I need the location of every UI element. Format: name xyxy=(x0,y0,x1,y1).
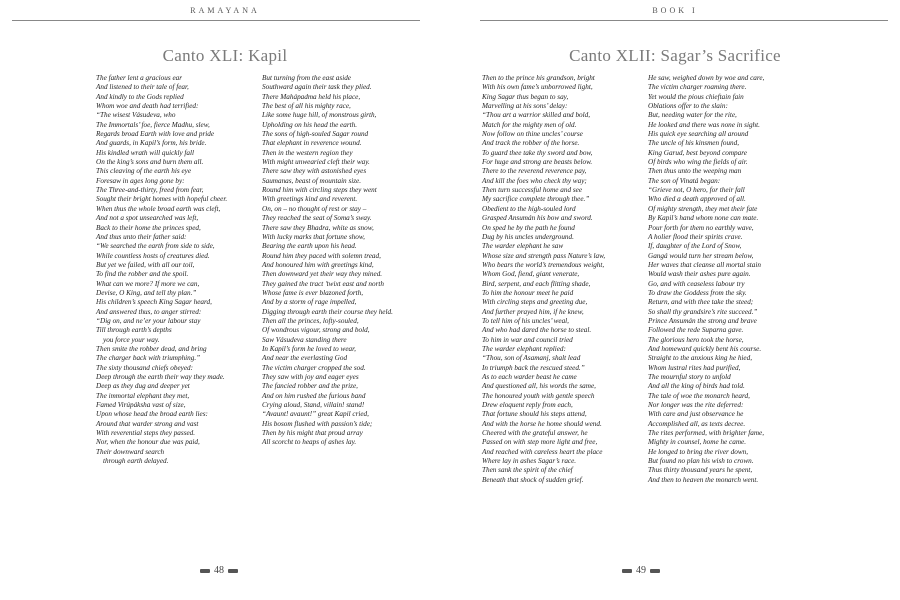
verse-line: “Avaunt! avaunt!” great Kapil cried, xyxy=(262,410,369,419)
verse-line: In triumph back the rescued steed.” xyxy=(482,363,585,372)
verse-line: With care and just observance he xyxy=(648,410,744,419)
ornament-icon xyxy=(622,569,632,573)
verse-line: There saw they with astonished eyes xyxy=(262,167,367,176)
verse-line: This cleaving of the earth his eye xyxy=(96,167,192,176)
verse-line: The sons of high-souled Sagar round xyxy=(262,130,369,139)
verse-line: And by a storm of rage impelled, xyxy=(262,298,357,307)
verse-line: Deep as they dug and deeper yet xyxy=(96,382,190,391)
verse-line: On sped he by the path he found xyxy=(482,223,575,232)
canto-title-right: Canto XLII: Sagar’s Sacrifice xyxy=(569,46,781,65)
right-column-2 xyxy=(648,74,818,485)
verse-line: Till through earth’s depths xyxy=(96,326,172,335)
verse-line: Of mighty strength, they met their fate xyxy=(648,204,758,213)
verse-line: “The wisest Vásudeva, who xyxy=(96,111,176,120)
verse-line: The warder elephant he saw xyxy=(482,242,564,251)
verse-line: Then sank the spirit of the chief xyxy=(482,466,573,475)
left-column-1 xyxy=(96,74,266,466)
verse-line: But turning from the east aside xyxy=(262,74,351,82)
verse-line: The son of Vinatá began: xyxy=(648,176,721,185)
ornament-icon xyxy=(228,569,238,573)
verse-line: And reached with careless heart the place xyxy=(482,447,603,456)
verse-line: Gangá would turn her stream below, xyxy=(648,251,754,260)
verse-line: With greetings kind and reverent. xyxy=(262,195,358,204)
verse-line: But, needing water for the rite, xyxy=(648,111,737,120)
verse-line: And then to heaven the monarch went. xyxy=(648,475,759,484)
verse-line: Match for the mighty men of old. xyxy=(482,120,577,129)
verse-line: For huge and strong are beasts below. xyxy=(482,158,593,167)
verse-line: The charger back with triumphing.” xyxy=(96,354,201,363)
verse-line: Drew eloquent reply from each, xyxy=(482,401,573,410)
verse-line: Whose size and strength pass Nature’s law, xyxy=(482,251,606,260)
verse-line: That elephant in reverence wound. xyxy=(262,139,362,148)
verse-line: And near the everlasting God xyxy=(262,354,348,363)
right-page xyxy=(450,0,900,600)
verse-line: To find the robber and the spoil. xyxy=(96,270,189,279)
verse-line: The sixty thousand chiefs obeyed: xyxy=(96,363,194,372)
verse-line: Nor, when the honour due was paid, xyxy=(96,438,200,447)
verse-line: To draw the Goddess from the sky. xyxy=(648,288,747,297)
verse-line: Round him they paced with solemn tread, xyxy=(262,251,381,260)
verse-line: King Sagar thus began to say, xyxy=(482,92,569,101)
verse-line: But yet we failed, with all our toil, xyxy=(96,260,195,269)
canto-title-left: Canto XLI: Kapil xyxy=(162,46,288,65)
verse-line: Grasped Ansumán his bow and sword. xyxy=(482,214,593,223)
verse-line: What can we more? If more we can, xyxy=(96,279,200,288)
verse-line: Then by his might that proud array xyxy=(262,429,363,438)
verse-line: Saw Vásudeva standing there xyxy=(262,335,347,344)
verse-line: Nor longer was the rite deferred: xyxy=(648,401,744,410)
verse-line: That fortune should his steps attend, xyxy=(482,410,587,419)
verse-line: Regards broad Earth with love and pride xyxy=(96,130,215,139)
verse-line: So shall thy grandsire’s rite succeed.” xyxy=(648,307,758,316)
verse-line: By Kapil’s hand whom none can mate. xyxy=(648,214,759,223)
verse-line: They gained the tract ’twixt east and north xyxy=(262,279,384,288)
verse-line: Whom God, fiend, giant venerate, xyxy=(482,270,580,279)
verse-line: “Grieve not, O hero, for their fall xyxy=(648,186,745,195)
verse-line: Followed the rede Suparna gave. xyxy=(648,326,744,335)
verse-line: The warder elephant replied: xyxy=(482,344,566,353)
verse-line: My sacrifice complete through thee.” xyxy=(482,195,590,204)
verse-line: Straight to the anxious king he hied, xyxy=(648,354,753,363)
verse-line: Oblations offer to the slain: xyxy=(648,102,728,111)
verse-line: The tale of woe the monarch heard, xyxy=(648,391,750,400)
verse-line: Upon whose head the broad earth lies: xyxy=(96,410,208,419)
verse-line: Yet would the pious chieftain fain xyxy=(648,92,744,101)
verse-line: The Immortals’ foe, fierce Madhu, slew, xyxy=(96,120,210,129)
verse-line: Crying aloud, Stand, villain! stand! xyxy=(262,401,365,410)
verse-line: And kindly to the Gods replied xyxy=(96,92,184,101)
verse-line: And not a spot unsearched was left, xyxy=(96,214,199,223)
ornament-icon xyxy=(200,569,210,573)
running-head-left: RAMAYANA xyxy=(190,6,260,15)
verse-line: He longed to bring the river down, xyxy=(648,447,749,456)
verse-line: Famed Virúpáksha vast of size, xyxy=(96,401,186,410)
verse-line: The Three-and-thirty, freed from fear, xyxy=(96,186,204,195)
verse-line: Upholding on his head the earth. xyxy=(262,120,358,129)
verse-line: Of wondrous vigour, strong and bold, xyxy=(262,326,370,335)
verse-line: Who bears the world’s tremendous weight, xyxy=(482,260,605,269)
verse-line: They saw with joy and eager eyes xyxy=(262,373,359,381)
verse-line: Beneath that shock of sudden grief. xyxy=(482,475,584,484)
verse-line: There Mahápadma held his place, xyxy=(262,92,361,101)
verse-line: And all the king of birds had told. xyxy=(648,382,745,391)
verse-line: There saw they Bhadra, white as snow, xyxy=(262,223,374,232)
header-rule-right xyxy=(480,20,888,21)
verse-line: His bosom flushed with passion’s tide; xyxy=(262,419,373,428)
verse-line: The immortal elephant they met, xyxy=(96,391,190,400)
verse-line: Where lay in ashes Sagar’s race. xyxy=(482,457,577,466)
verse-line: Southward again their task they plied. xyxy=(262,83,372,92)
verse-line: But found no plan his wish to crown. xyxy=(648,457,754,466)
verse-line: He saw, weighed down by woe and care, xyxy=(648,74,765,82)
verse-line: Like some huge hill, of monstrous girth, xyxy=(262,111,377,120)
verse-line: Whom woe and death had terrified: xyxy=(96,102,199,111)
verse-line: through earth delayed. xyxy=(103,457,169,466)
ornament-icon xyxy=(650,569,660,573)
verse-line: With lucky marks that fortune show, xyxy=(262,232,365,241)
verse-line: The best of all his mighty race, xyxy=(262,102,351,111)
verse-line: The uncle of his kinsmen found, xyxy=(648,139,740,148)
verse-line: The mournful story to unfold xyxy=(648,373,731,381)
verse-line: And honoured him with greetings kind, xyxy=(262,260,374,269)
verse-line: The father lent a gracious ear xyxy=(96,74,183,82)
verse-line: With circling steps and greeting due, xyxy=(482,298,588,307)
verse-line: There to the reverend reverence pay, xyxy=(482,167,587,176)
verse-line: Round him with circling steps they went xyxy=(262,186,377,195)
right-column-1 xyxy=(482,74,652,485)
page-number-right: 49 xyxy=(636,565,646,576)
verse-line: Bearing the earth upon his head. xyxy=(262,242,357,251)
verse-line: Return, and with thee take the steed; xyxy=(648,298,754,307)
folio-right xyxy=(622,565,660,576)
running-head-right: BOOK I xyxy=(652,6,698,15)
verse-line: On the king’s sons and burn them all. xyxy=(96,158,204,167)
verse-line: Her waves that cleanse all mortal stain xyxy=(648,260,761,269)
verse-line: They reached the seat of Soma’s sway. xyxy=(262,214,372,223)
verse-line: Obedient to the high-souled lord xyxy=(482,204,576,213)
verse-line: The honoured youth with gentle speech xyxy=(482,391,595,400)
verse-line: Whose fame is ever blazoned forth, xyxy=(262,288,364,297)
verse-line: And listened to their tale of fear, xyxy=(96,83,189,92)
verse-line: To guard thee take thy sword and bow, xyxy=(482,148,593,157)
verse-line: Then all the princes, lofty-souled, xyxy=(262,316,359,325)
verse-line: Thus thirty thousand years he spent, xyxy=(648,466,753,475)
verse-line: The victim charger cropped the sod. xyxy=(262,363,366,372)
verse-line: To tell him of his uncles’ weal, xyxy=(482,316,569,325)
verse-line: The victim charger roaming there. xyxy=(648,83,747,92)
header-rule-left xyxy=(12,20,420,21)
left-column-2 xyxy=(262,74,432,448)
verse-line: And further prayed him, if he knew, xyxy=(482,307,584,316)
verse-line: King Garud, best beyond compare xyxy=(648,148,747,157)
verse-line: In Kapil’s form he loved to wear, xyxy=(262,344,356,353)
verse-line: Cheered with the grateful answer, he xyxy=(482,429,588,438)
verse-line: When thus the whole broad earth was cleft, xyxy=(96,204,221,213)
verse-line: Would wash their ashes pure again. xyxy=(648,270,751,279)
verse-line: As to each warder beast he came xyxy=(482,373,577,381)
verse-line: “Dig on, and ne’er your labour stay xyxy=(96,316,201,325)
verse-line: Marvelling at his sons’ delay: xyxy=(482,102,568,111)
folio-left xyxy=(200,565,238,576)
verse-line: Go, and with ceaseless labour try xyxy=(648,279,745,288)
verse-line: Pour forth for them no earthly wave, xyxy=(648,223,754,232)
verse-line: Now follow on thine uncles’ course xyxy=(482,130,583,139)
verse-line: All scorcht to heaps of ashes lay. xyxy=(262,438,357,447)
verse-line: And who had dared the horse to steal. xyxy=(482,326,592,335)
verse-line: Then turn successful home and see xyxy=(482,186,583,195)
verse-line: Around that warder strong and vast xyxy=(96,419,199,428)
verse-line: Dug by his uncles underground. xyxy=(482,232,574,241)
verse-line: To him in war and council tried xyxy=(482,335,573,344)
verse-line: To him the honour meet he paid xyxy=(482,288,574,297)
verse-line: Back to their home the princes sped, xyxy=(96,223,201,232)
verse-line: you force your way. xyxy=(103,335,160,344)
verse-line: If, daughter of the Lord of Snow, xyxy=(648,242,742,251)
verse-line: And with the horse he home should wend. xyxy=(482,419,602,428)
verse-line: The glorious hero took the horse, xyxy=(648,335,744,344)
verse-line: Bird, serpent, and each flitting shade, xyxy=(482,279,591,288)
verse-line: And answered thus, to anger stirred: xyxy=(96,307,202,316)
verse-line: He looked and there was none in sight. xyxy=(648,120,760,129)
verse-line: Then to the prince his grandson, bright xyxy=(482,74,595,82)
verse-line: Digging through earth their course they held. xyxy=(262,307,393,316)
verse-line: With reverential steps they passed. xyxy=(96,429,196,438)
verse-line: The fancied robber and the prize, xyxy=(262,382,358,391)
verse-line: With might unwearied cleft their way. xyxy=(262,158,370,167)
verse-line: And homeward quickly bent his course. xyxy=(648,344,762,353)
verse-line: His quick eye searching all around xyxy=(648,130,749,139)
verse-line: And track the robber of the horse. xyxy=(482,139,580,148)
verse-line: Foresaw in ages long gone by: xyxy=(96,176,185,185)
verse-line: A holier flood their spirits crave. xyxy=(648,232,743,241)
verse-line: And thus unto their father said: xyxy=(96,232,187,241)
verse-line: Devise, O King, and tell thy plan.” xyxy=(96,288,197,297)
verse-line: The rites performed, with brighter fame, xyxy=(648,429,764,438)
page-number-left: 48 xyxy=(214,565,224,576)
verse-line: Passed on with step more light and free, xyxy=(482,438,598,447)
verse-line: Then in the western region they xyxy=(262,148,353,157)
verse-line: Prince Ansumán the strong and brave xyxy=(648,316,757,325)
verse-line: And kill the foes who check thy way; xyxy=(482,176,587,185)
verse-line: On, on – no thought of rest or stay – xyxy=(262,204,367,213)
verse-line: Saumanas, beast of mountain size. xyxy=(262,176,362,185)
verse-line: Then smite the robber dead, and bring xyxy=(96,344,207,353)
verse-line: Sought their bright homes with hopeful cheer. xyxy=(96,195,228,204)
verse-line: “Thou, son of Asamanj, shalt lead xyxy=(482,354,581,363)
verse-line: While countless hosts of creatures died. xyxy=(96,251,210,260)
verse-line: With his own fame’s unborrowed light, xyxy=(482,83,593,92)
verse-line: His kindled wrath will quickly fall xyxy=(96,148,195,157)
verse-line: And questioned all, his words the same, xyxy=(482,382,596,391)
verse-line: “We searched the earth from side to side, xyxy=(96,242,215,251)
verse-line: Who died a death approved of all. xyxy=(648,195,746,204)
verse-line: Then thus unto the weeping man xyxy=(648,167,742,176)
verse-line: And guards, in Kapil’s form, his bride. xyxy=(96,139,207,148)
verse-line: His children’s speech King Sagar heard, xyxy=(96,298,212,307)
verse-line: Deep through the earth their way they made. xyxy=(96,373,225,381)
verse-line: And on him rushed the furious band xyxy=(262,391,366,400)
verse-line: “Thou art a warrior skilled and bold, xyxy=(482,111,591,120)
verse-line: Whom lustral rites had purified, xyxy=(648,363,741,372)
verse-line: Their downward search xyxy=(96,447,165,456)
verse-line: Of birds who wing the fields of air. xyxy=(648,158,748,167)
verse-line: Mighty in counsel, home he came. xyxy=(648,438,746,447)
verse-line: Then downward yet their way they mined. xyxy=(262,270,383,279)
verse-line: Accomplished all, as texts decree. xyxy=(648,419,746,428)
